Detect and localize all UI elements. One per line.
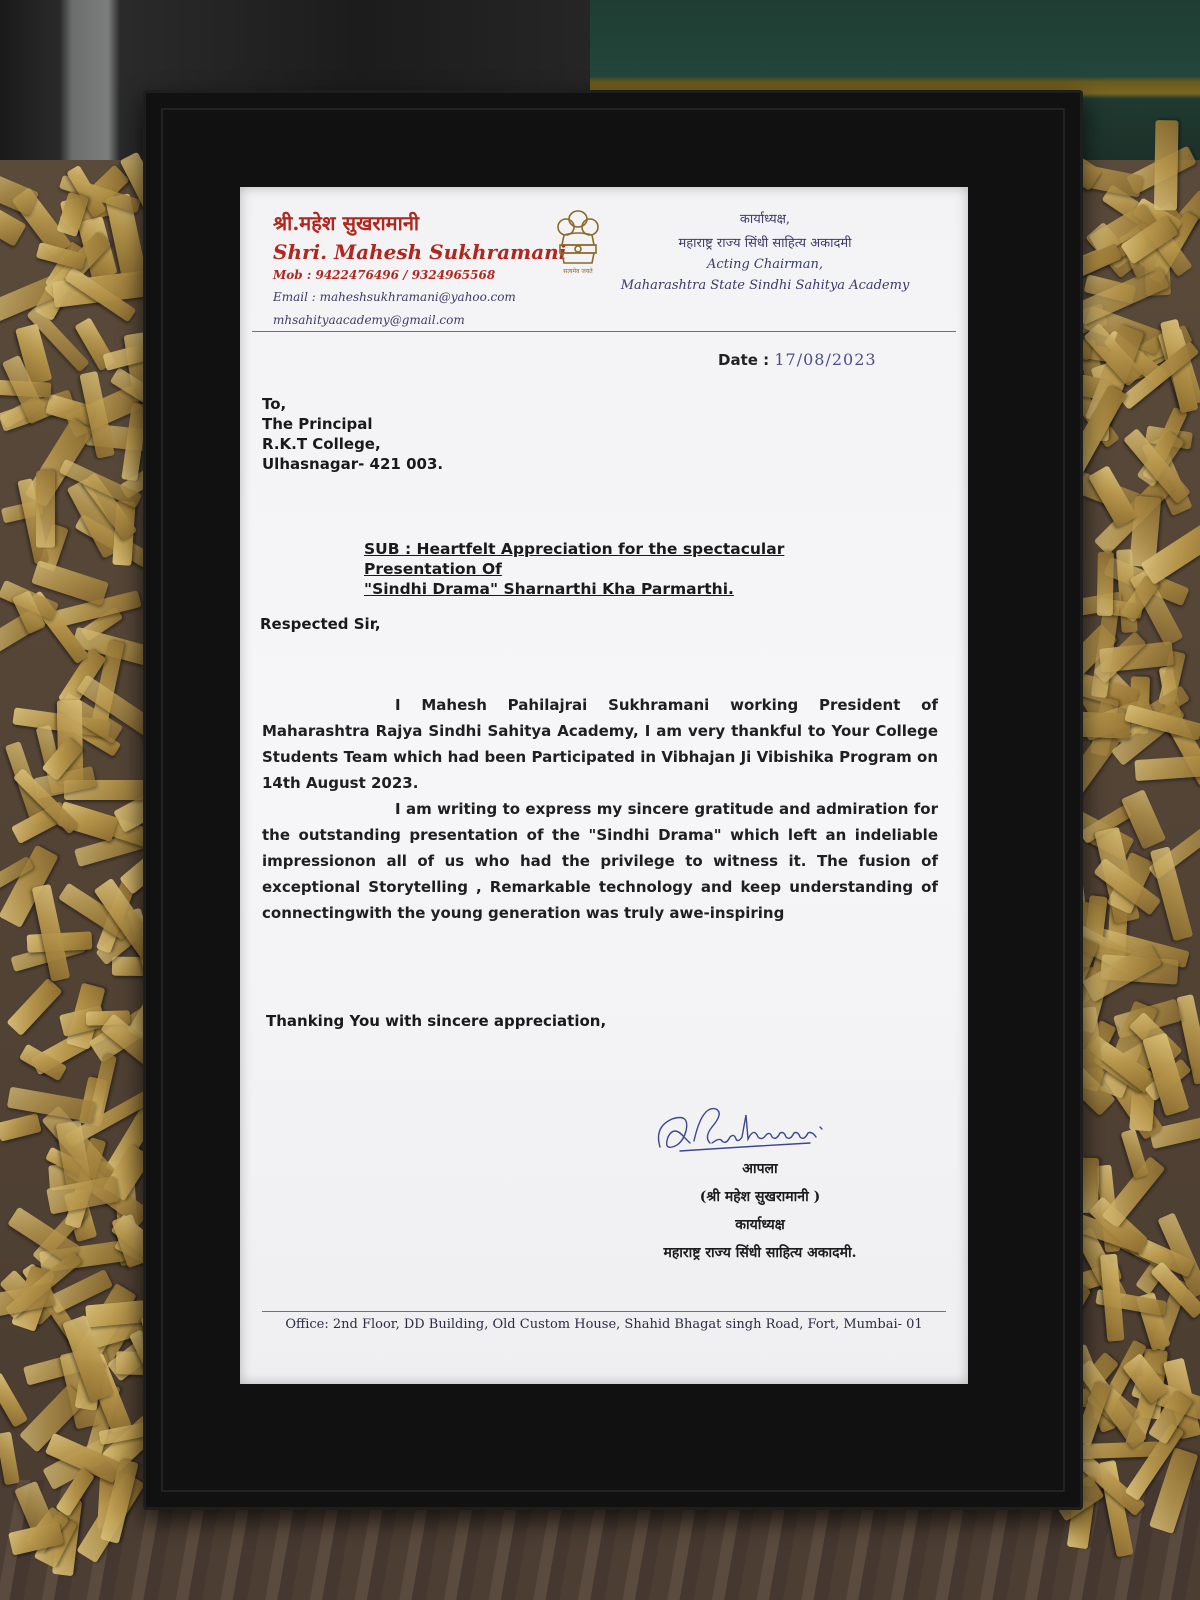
subject-line-1: SUB : Heartfelt Appreciation for the spectacular Presentation Of (364, 540, 785, 578)
recipient-address (262, 394, 443, 474)
recipient-line-2: R.K.T College, (262, 435, 381, 453)
date-value: 17/08/2023 (774, 350, 877, 369)
gold-ribbon-strip (1154, 120, 1178, 210)
subject-line-2: "Sindhi Drama" Sharnarthi Kha Parmarthi. (364, 580, 734, 598)
sender-name-english: Shri. Mahesh Sukhramani (273, 240, 567, 264)
gold-ribbon-strip (1150, 846, 1193, 941)
recipient-line-1: The Principal (262, 415, 373, 433)
closing-line: Thanking You with sincere appreciation, (266, 1012, 607, 1030)
national-emblem-icon (550, 205, 606, 277)
letterhead-sender (273, 209, 573, 336)
salutation: Respected Sir, (260, 615, 381, 633)
letter-document (240, 187, 968, 1384)
letterhead-designation (600, 209, 930, 299)
handwritten-signature (650, 1097, 840, 1159)
organization-english: Maharashtra State Sindhi Sahitya Academy (620, 278, 910, 293)
recipient-line-3: Ulhasnagar- 421 003. (262, 455, 444, 473)
gold-ribbon-strip (0, 1431, 20, 1485)
sender-email-secondary: mhsahityaacademy@gmail.com (273, 313, 465, 327)
body-paragraph-1: I Mahesh Pahilajrai Sukhramani working President of Maharashtra Rajya Sindhi Sahitya Academy, I am very thankful to Your College Students Team which had been Participated in Vibhajan Ji Vibishika Program on 14th August 2023. (262, 696, 938, 792)
sender-name-devanagari: श्री.महेश सुखरामानी (273, 211, 420, 235)
photo-frame (143, 90, 1083, 1510)
letter-subject (364, 539, 884, 599)
footer-divider (262, 1311, 946, 1312)
recipient-to: To, (262, 395, 287, 413)
office-address-footer: Office: 2nd Floor, DD Building, Old Custom House, Shahid Bhagat singh Road, Fort, Mumbai- 01 (285, 1317, 923, 1332)
sender-mobile: Mob : 9422476496 / 9324965568 (273, 268, 496, 282)
sender-email: Email : maheshsukhramani@yahoo.com (273, 290, 516, 304)
signature-block (610, 1097, 910, 1271)
signatory-organization: महाराष्ट्र राज्य सिंधी साहित्य अकादमी. (663, 1245, 857, 1261)
letter-date (718, 350, 877, 369)
gold-ribbon-strip (0, 1372, 28, 1428)
designation-english: Acting Chairman, (707, 257, 823, 272)
designation-devanagari: कार्याध्यक्ष, (739, 212, 791, 227)
signatory-designation: कार्याध्यक्ष (735, 1217, 785, 1233)
gold-ribbon-strip (35, 471, 54, 548)
gold-ribbon-strip (7, 978, 63, 1036)
gold-ribbon-strip (0, 1113, 41, 1141)
organization-devanagari: महाराष्ट्र राज्य सिंधी साहित्य अकादमी (678, 236, 852, 251)
signature-yours: आपला (742, 1161, 778, 1177)
emblem-motto: सत्यमेव जयते (563, 268, 593, 275)
signatory-name: (श्री महेश सुखरामानी ) (699, 1189, 821, 1205)
body-paragraph-2: I am writing to express my sincere gratitude and admiration for the outstanding presentation of the "Sindhi Drama" which left an indeliable impressionon all of us who had the privilege to witness it. The fusion of exceptional Storytelling , Remarkable technology and keep understanding of connectingwith the young generation was truly awe-inspiring (262, 800, 938, 922)
gold-ribbon-strip (1096, 552, 1113, 616)
date-label: Date : (718, 351, 770, 369)
letterhead-divider (252, 331, 956, 332)
gold-ribbon-strip (1134, 754, 1200, 781)
